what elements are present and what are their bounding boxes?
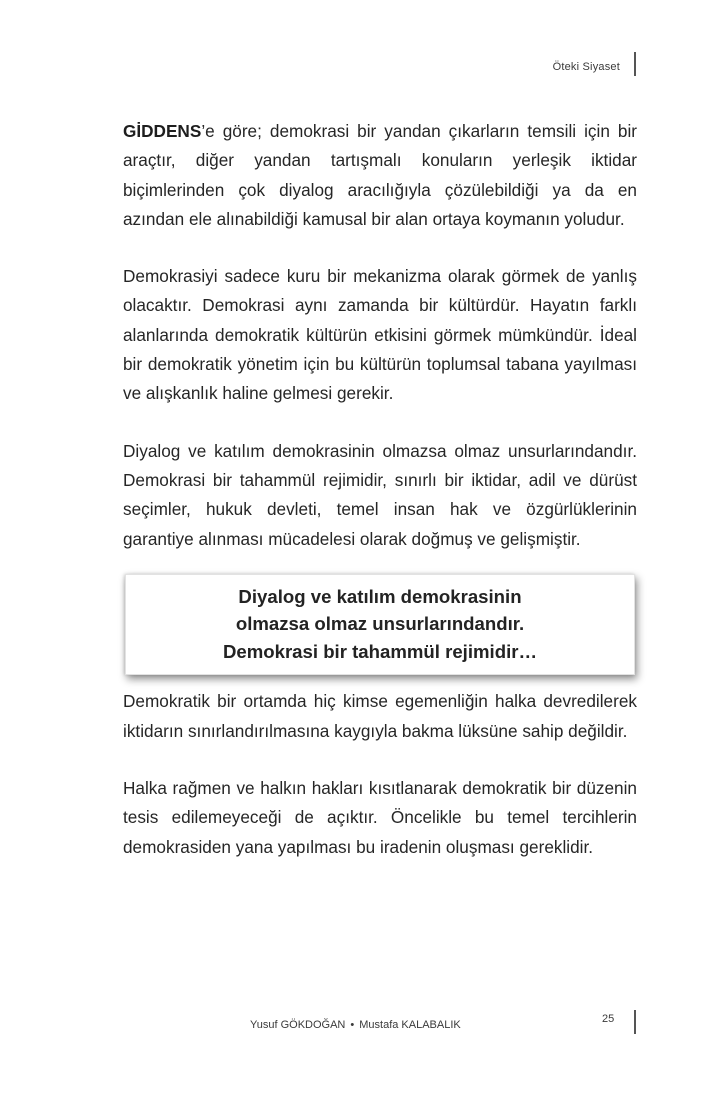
pull-quote-line-3: Demokrasi bir tahammül rejimidir… [222, 640, 538, 662]
paragraph-5: Halka rağmen ve halkın hakları kısıtlanarak demokratik bir düzenin tesis edilemeyeceği de açıktır. Öncelikle bu temel tercihlerin demokrasiden yana yapılması bu iradenin oluşması gereklidir. [123, 777, 637, 857]
pull-quote-line-2: olmazsa olmaz unsurlarındandır. [235, 613, 525, 635]
header-vertical-rule [634, 52, 636, 76]
paragraph-3: Diyalog ve katılım demokrasinin olmazsa olmaz unsurlarındandır. Demokrasi bir tahammül rejimidir, sınırlı bir iktidar, adil ve dürüst seçimler, hukuk devleti, temel insan hak ve özgürlüklerinin garantiye alınması mücadelesi olarak doğmuş ve gelişmiştir. [123, 440, 637, 549]
paragraph-1 [123, 117, 637, 234]
running-header-title: Öteki Siyaset [552, 61, 620, 73]
page-body [123, 117, 637, 890]
paragraph-2: Demokrasiyi sadece kuru bir mekanizma olarak görmek de yanlış olacaktır. Demokrasi aynı zamanda bir kültürdür. Hayatın farklı alanlarında demokratik kültürün etkisini görmek mümkündür. İdeal bir demokratik yönetim için bu kültürün toplumsal tabana yayılması ve alışkanlık haline gelmesi gerekir. [123, 266, 637, 404]
pull-quote-line-1: Diyalog ve katılım demokrasinin [238, 585, 522, 607]
footer-author-1: Yusuf GÖKDOĞAN [250, 1019, 346, 1031]
page-number: 25 [602, 1013, 615, 1025]
pull-quote-box [125, 574, 635, 676]
footer-vertical-rule [634, 1010, 636, 1034]
footer-author-2: Mustafa KALABALIK [359, 1019, 461, 1031]
paragraph-1-text: ’e göre; demokrasi bir yandan çıkarların temsili için bir araçtır, diğer yandan tartışmalı konuların yerleşik iktidar biçimlerinden çok diyalog aracılığıyla çözülebildiği ya da en azından ele alınabildiği kamusal bir alan ortaya koymanın yoludur. [123, 121, 637, 229]
paragraph-1-name: GİDDENS [123, 121, 202, 141]
paragraph-4: Demokratik bir ortamda hiç kimse egemenliğin halka devredilerek iktidarın sınırlandırılmasına kaygıyla bakma lüksüne sahip değildir. [123, 691, 637, 741]
footer-separator: • [350, 1019, 355, 1031]
footer-authors [250, 1019, 461, 1031]
